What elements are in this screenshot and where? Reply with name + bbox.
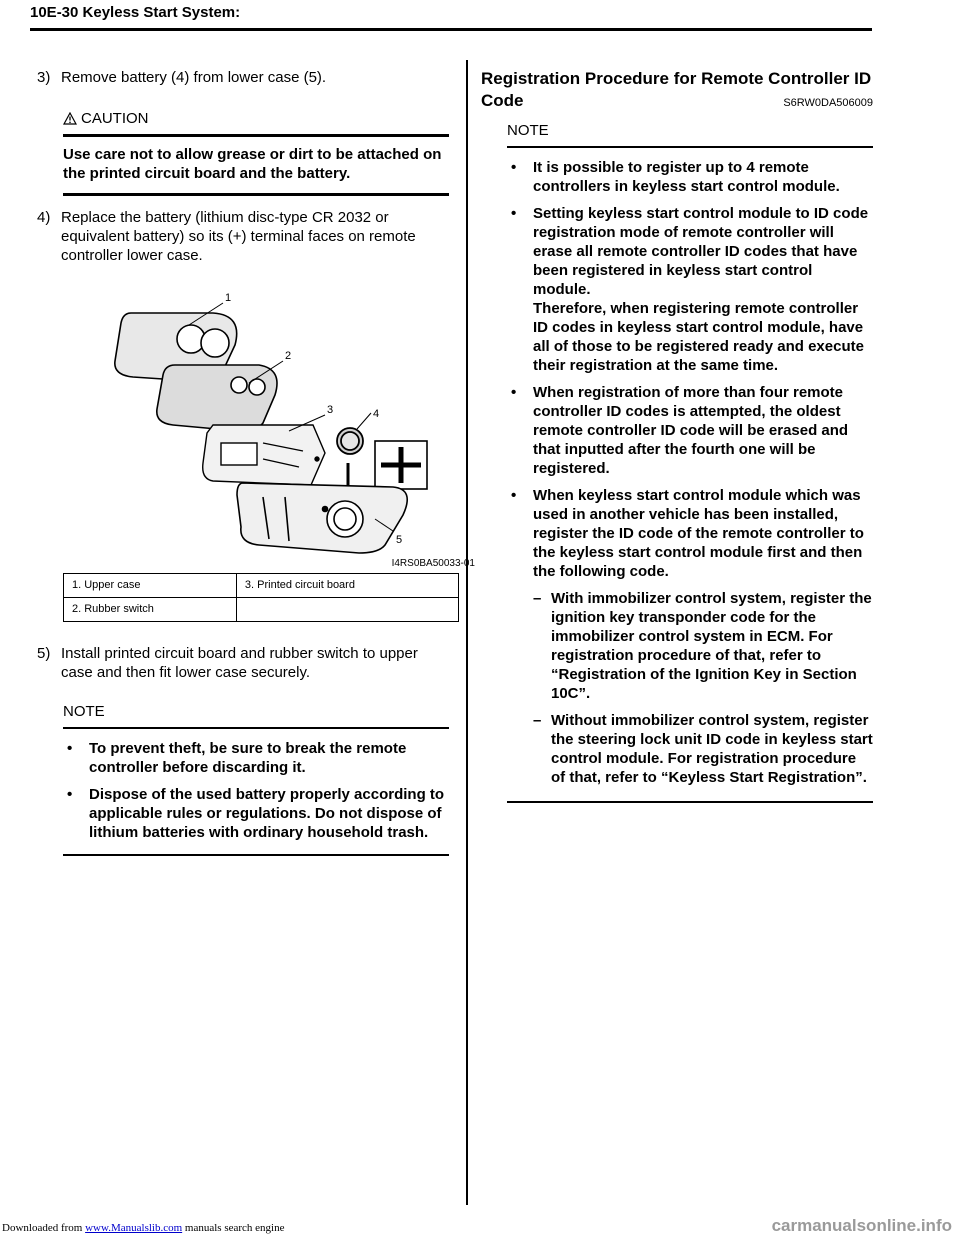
warning-triangle-icon <box>63 112 77 125</box>
page-header: 10E-30 Keyless Start System: <box>30 4 241 21</box>
callout-1: 1 <box>225 292 232 304</box>
note-subitem: – Without immobilizer control system, register the steering lock unit ID code in keyless start control module. For registration procedure of that, refer to “Keyless Start Registration”. <box>533 712 873 786</box>
step-number: 3) <box>37 69 51 86</box>
note-bottom-rule <box>63 854 449 856</box>
lower-case-drawing <box>237 483 407 553</box>
note-bullet: • To prevent theft, be sure to break the remote controller before discarding it. <box>67 740 407 776</box>
legend-cell: 2. Rubber switch <box>64 598 237 622</box>
note-bullet: • Dispose of the used battery properly according to applicable rules or regulations. Do not dispose of lithium batteries with ordinary household trash. <box>67 786 445 841</box>
step-3 <box>37 68 449 87</box>
note-label: NOTE <box>63 703 105 720</box>
note-bullet: • Setting keyless start control module to ID code registration mode of remote controller will erase all remote controller ID codes that have been registered in keyless start control module. Therefore, when registering remote controller ID codes in keyless start control module, have all of those to be registered ready and execute their registration at the same time. <box>511 205 869 374</box>
footer-prefix: Downloaded from <box>2 1222 86 1234</box>
figure-legend-table <box>63 573 459 622</box>
legend-cell <box>236 598 458 622</box>
legend-row <box>64 574 459 598</box>
caution-text: Use care not to allow grease or dirt to be attached on the printed circuit board and the battery. <box>63 146 442 182</box>
step-5 <box>37 644 449 682</box>
note-top-rule <box>507 146 873 148</box>
step-text: Replace the battery (lithium disc-type CR 2032 or equivalent battery) so its (+) terminal faces on remote controller lower case. <box>61 209 416 264</box>
note-bullet: • It is possible to register up to 4 remote controllers in keyless start control module. <box>511 159 840 195</box>
note-subitem: – With immobilizer control system, register the ignition key transponder code for the immobilizer control system in ECM. For registration procedure of that, refer to “Registration of the Ignition Key in Section 10C”. <box>533 590 872 702</box>
caution-bottom-rule <box>63 193 449 196</box>
note-top-rule <box>63 727 449 729</box>
note-bullet: • When registration of more than four remote controller ID codes is attempted, the oldest remote controller ID code will be erased and that inputted after the fourth one will be registered. <box>511 384 849 477</box>
caution-box <box>63 134 449 196</box>
step-text: Remove battery (4) from lower case (5). <box>61 69 327 86</box>
note-bullet: • When keyless start control module which was used in another vehicle has been installed, register the ID code of the remote controller to the keyless start control module first and then the following code. <box>511 487 864 580</box>
caution-label: CAUTION <box>81 110 149 127</box>
left-note-box <box>63 702 449 856</box>
note-label: NOTE <box>507 122 549 139</box>
plus-terminal-box <box>375 441 427 489</box>
battery-drawing <box>337 428 363 454</box>
legend-cell: 3. Printed circuit board <box>236 574 458 598</box>
legend-cell: 1. Upper case <box>64 574 237 598</box>
callout-3: 3 <box>327 404 334 416</box>
section-doc-code: S6RW0DA506009 <box>783 97 873 109</box>
callout-5: 5 <box>396 534 403 546</box>
manualslib-link[interactable]: www.Manualslib.com <box>85 1222 183 1234</box>
header-rule <box>30 28 872 31</box>
remote-exploded-figure <box>63 283 475 573</box>
pcb-drawing <box>203 425 325 485</box>
right-note-box <box>507 121 873 803</box>
caution-top-rule <box>63 134 449 137</box>
section-heading: Registration Procedure for Remote Controller ID Code <box>481 69 872 110</box>
footer-suffix: manuals search engine <box>182 1222 285 1234</box>
callout-2: 2 <box>285 350 292 362</box>
download-footer <box>2 1222 284 1234</box>
step-4 <box>37 208 449 265</box>
step-text: Install printed circuit board and rubber switch to upper case and then fit lower case securely. <box>61 645 418 681</box>
note-bottom-rule <box>507 801 873 803</box>
caution-heading <box>63 109 449 128</box>
callout-4: 4 <box>373 408 380 420</box>
column-divider <box>466 60 468 1205</box>
figure-code: I4RS0BA50033-01 <box>391 558 475 569</box>
step-number: 4) <box>37 209 51 226</box>
legend-row <box>64 598 459 622</box>
rubber-switch-drawing <box>157 365 277 431</box>
right-column <box>481 68 873 803</box>
watermark: carmanualsonline.info <box>771 1216 952 1235</box>
remote-exploded-illustration <box>63 283 475 573</box>
step-number: 5) <box>37 645 51 662</box>
left-column <box>37 68 475 856</box>
